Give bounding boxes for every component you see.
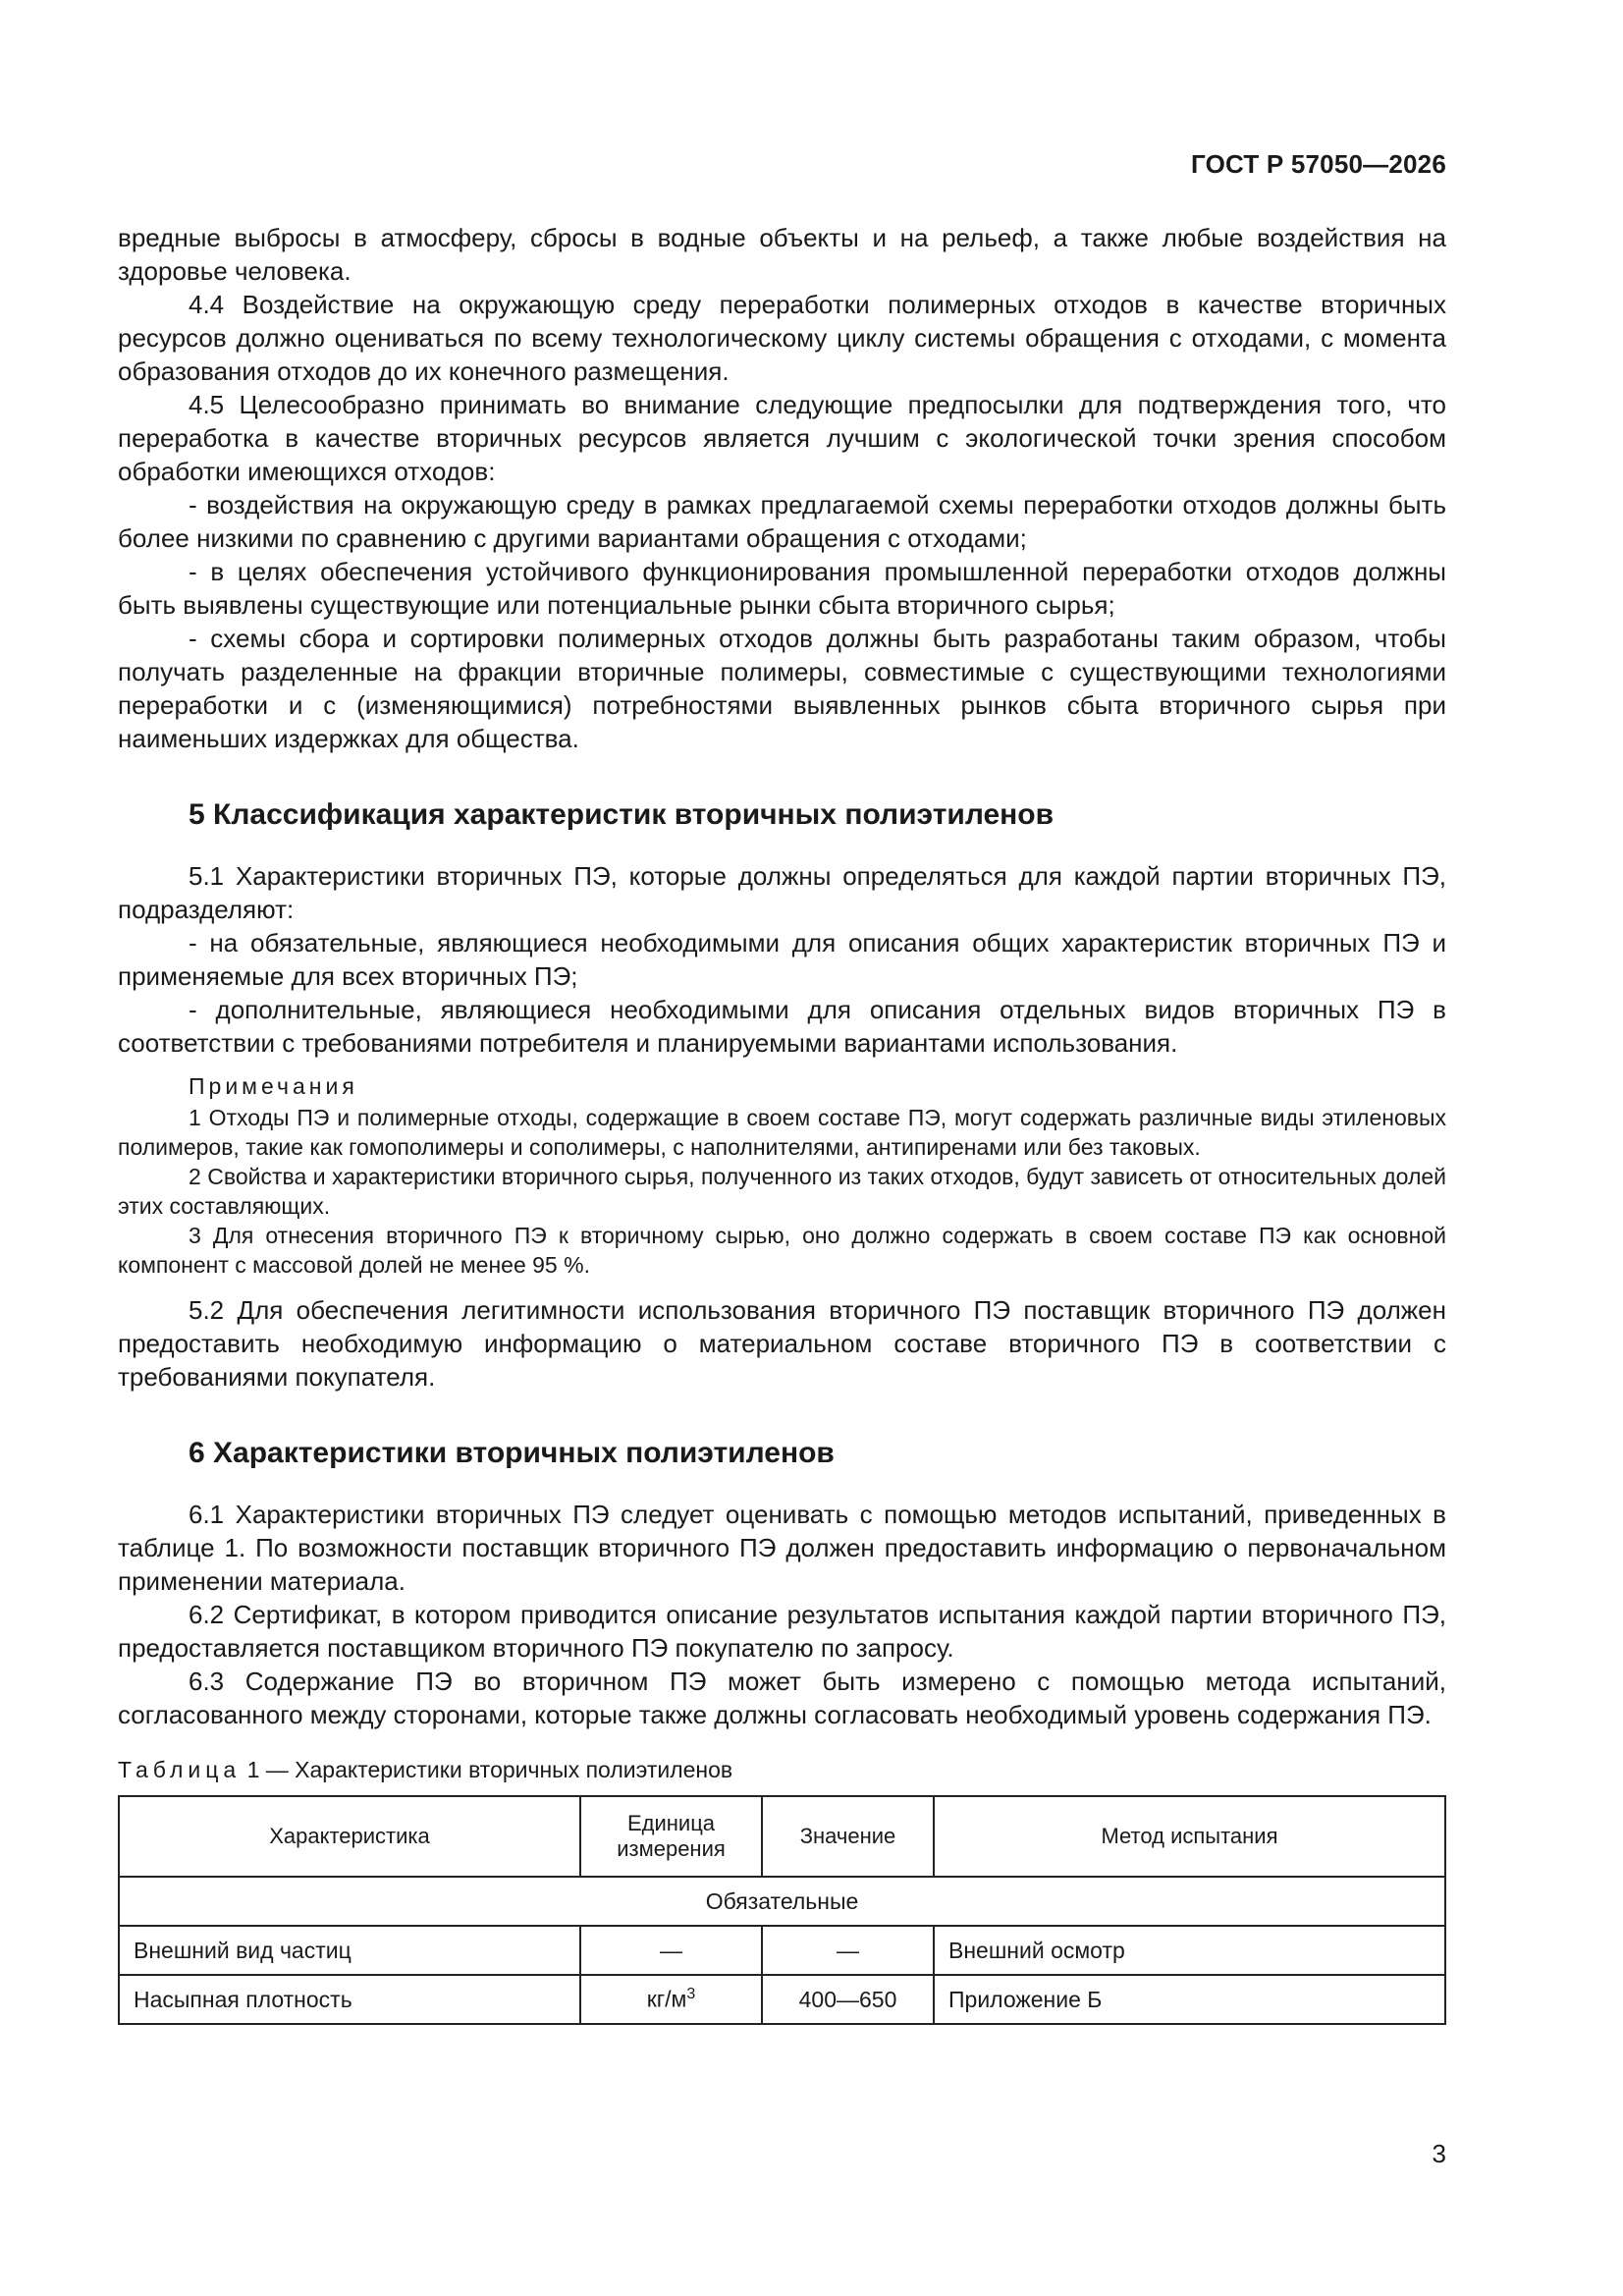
list-item: - схемы сбора и сортировки полимерных отходов должны быть разработаны таким образом, чтобы получать разделенные на фракции вторичные полимеры, совместимые с существующими технологиями переработки и с (изменяющимися) потребностями выявленных рынков сбыта вторичного сырья при наименьших издержках для общества. [118,624,1446,753]
table-cell: Насыпная плотность [119,1975,580,2024]
table-cell: 400—650 [762,1975,934,2024]
note-item: 3 Для отнесения вторичного ПЭ к вторичному сырью, оно должно содержать в своем составе ПЭ как основной компонент с массовой долей не менее 95 %. [118,1223,1446,1278]
table-caption-text: 1 — Характеристики вторичных полиэтиленов [246,1757,733,1782]
paragraph-continuation: вредные выбросы в атмосферу, сбросы в водные объекты и на рельеф, а также любые воздействия на здоровье человека. [118,223,1446,286]
table-cell: Внешний вид частиц [119,1926,580,1975]
paragraph-5-1: 5.1 Характеристики вторичных ПЭ, которые должны определяться для каждой партии вторичных ПЭ, подразделяют: [118,861,1446,924]
unit-text: кг/м [646,1986,687,2012]
unit-superscript: 3 [686,1986,696,2003]
notes-title: Примечания [189,1073,358,1099]
table-group-cell: Обязательные [119,1877,1445,1926]
table-cell: — [762,1926,934,1975]
note-item: 2 Свойства и характеристики вторичного сырья, полученного из таких отходов, будут зависеть от относительных долей этих составляющих. [118,1164,1446,1219]
paragraph-6-2: 6.2 Сертификат, в котором приводится описание результатов испытания каждой партии вторичного ПЭ, предоставляется поставщиком вторичного ПЭ покупателю по запросу. [118,1600,1446,1663]
list-item: - в целях обеспечения устойчивого функционирования промышленной переработки отходов должны быть выявлены существующие или потенциальные рынки сбыта вторичного сырья; [118,557,1446,620]
table-cell: Внешний осмотр [934,1926,1445,1975]
table-row [119,1926,1445,1975]
characteristics-table [118,1795,1446,2025]
table-group-row [119,1877,1445,1926]
paragraph-4-5: 4.5 Целесообразно принимать во внимание следующие предпосылки для подтверждения того, что переработка в качестве вторичных ресурсов является лучшим с экологической точки зрения способом обработки имеющихся отходов: [118,390,1446,486]
page-body [118,0,1446,2025]
table-header-cell: Метод испытания [934,1796,1445,1877]
table-cell: Приложение Б [934,1975,1445,2024]
table-header-cell: Характеристика [119,1796,580,1877]
table-header-row [119,1796,1445,1877]
section-5-heading: 5 Классификация характеристик вторичных полиэтиленов [189,798,1055,831]
list-item: - дополнительные, являющиеся необходимыми для описания отдельных видов вторичных ПЭ в соответствии с требованиями потребителя и планируемыми вариантами использования. [118,995,1446,1058]
table-caption [118,1757,1446,1783]
paragraph-5-2: 5.2 Для обеспечения легитимности использования вторичного ПЭ поставщик вторичного ПЭ должен предоставить необходимую информацию о материальном составе вторичного ПЭ в соответствии с требованиями покупателя. [118,1295,1446,1392]
document-code: ГОСТ Р 57050—2026 [1191,149,1446,179]
list-item: - воздействия на окружающую среду в рамках предлагаемой схемы переработки отходов должны быть более низкими по сравнению с другими вариантами обращения с отходами; [118,490,1446,553]
list-item: - на обязательные, являющиеся необходимыми для описания общих характеристик вторичных ПЭ и применяемые для всех вторичных ПЭ; [118,928,1446,991]
paragraph-6-1: 6.1 Характеристики вторичных ПЭ следует оценивать с помощью методов испытаний, приведенных в таблице 1. По возможности поставщик вторичного ПЭ должен предоставить информацию о первоначальном применении материала. [118,1500,1446,1596]
table-header-cell: Значение [762,1796,934,1877]
table-row [119,1975,1445,2024]
table-caption-word: Таблица [118,1757,242,1782]
paragraph-4-4: 4.4 Воздействие на окружающую среду переработки полимерных отходов в качестве вторичных ресурсов должно оцениваться по всему технологическому циклу системы обращения с отходами, с момента образования отходов до их конечного размещения. [118,290,1446,386]
section-6-heading: 6 Характеристики вторичных полиэтиленов [189,1437,835,1469]
paragraph-6-3: 6.3 Содержание ПЭ во вторичном ПЭ может быть измерено с помощью метода испытаний, согласованного между сторонами, которые также должны согласовать необходимый уровень содержания ПЭ. [118,1667,1446,1729]
table-cell: — [580,1926,762,1975]
page-number: 3 [1432,2139,1446,2168]
table-header-cell: Единица измерения [580,1796,762,1877]
table-cell [580,1975,762,2024]
note-item: 1 Отходы ПЭ и полимерные отходы, содержащие в своем составе ПЭ, могут содержать различные виды этиленовых полимеров, такие как гомополимеры и сополимеры, с наполнителями, антипиренами или без таковых. [118,1105,1446,1160]
